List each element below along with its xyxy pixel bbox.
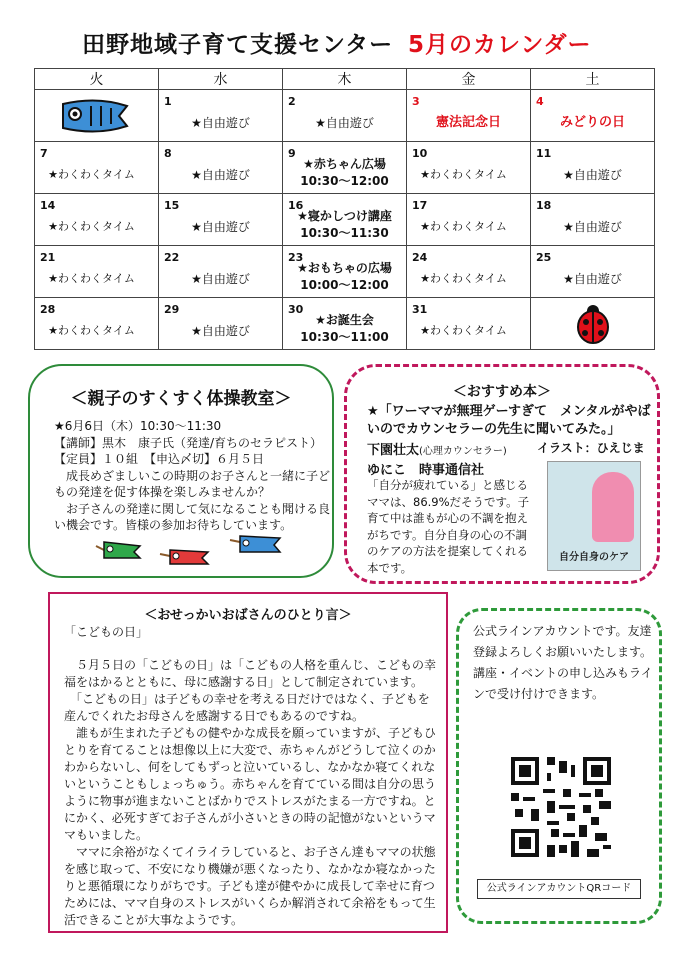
- header: [0, 26, 690, 60]
- day-number: 16: [288, 199, 304, 212]
- calendar-cell: [531, 298, 655, 350]
- day-event: ★自由遊び: [563, 220, 622, 234]
- day-number: 18: [536, 199, 552, 212]
- book-title: ★「ワーママが無理ゲーすぎて メンタルがやばいのでカウンセラーの先生に聞いてみた。」: [367, 404, 651, 437]
- event-time: 10:30～12:00: [300, 174, 389, 188]
- calendar-week: [35, 246, 655, 298]
- column-box: [48, 592, 448, 933]
- calendar-cell: [159, 90, 283, 142]
- calendar-cell: [159, 246, 283, 298]
- calendar-cell: [35, 298, 159, 350]
- line-account-text: 公式ラインアカウントです。友達登録よろしくお願いいたします。講座・イベントの申し込みもラインで受け付けできます。: [473, 624, 653, 701]
- event-time: 10:30～11:00: [300, 330, 389, 344]
- day-number: 11: [536, 147, 552, 160]
- day-number: 31: [412, 303, 428, 316]
- weekday-header: 水: [159, 69, 283, 90]
- day-event: ★わくわくタイム: [48, 324, 135, 337]
- exercise-body: 成長めざましいこの時期のお子さんと一緒に子どもの発達を促す体操を楽しみませんか？: [54, 468, 331, 499]
- calendar-week: [35, 298, 655, 350]
- calendar-cell: [283, 246, 407, 298]
- calendar-week: [35, 90, 655, 142]
- day-number: 10: [412, 147, 428, 160]
- day-number: 22: [164, 251, 180, 264]
- calendar-cell: [407, 194, 531, 246]
- koinobori-icon: [57, 96, 137, 136]
- day-number: 14: [40, 199, 56, 212]
- day-event: ★寝かしつけ講座: [297, 209, 392, 223]
- exercise-body: お子さんの発達に関して気になることも聞ける良い機会です。皆様の参加お待ちしています。: [54, 501, 331, 532]
- weekday-header: 土: [531, 69, 655, 90]
- column-paragraph: ５月５日の「こどもの日」は「こどもの人格を重んじ、こどもの幸福をはかるとともに、母に感謝する日」として制定されています。: [64, 658, 437, 689]
- koinobori-decoration-icon: [92, 532, 292, 568]
- book-publisher: ゆにこ 時事通信社: [367, 463, 485, 478]
- month-title: 5月のカレンダー: [408, 32, 592, 58]
- calendar-cell: [531, 194, 655, 246]
- calendar-cell: [35, 246, 159, 298]
- day-number: 17: [412, 199, 428, 212]
- calendar-cell: [283, 298, 407, 350]
- day-event: ★自由遊び: [191, 220, 250, 234]
- calendar-cell: [531, 142, 655, 194]
- calendar-week: [35, 194, 655, 246]
- exercise-title: ＜親子のすくすく体操教室＞: [70, 389, 292, 409]
- column-paragraph: 誰もが生まれた子どもの健やかな成長を願っていますが、子どもひとりを育てることは想像以上に大変で、赤ちゃんがどうして泣くのかわからないし、何をしてもずっと泣いているし、なかなか寝てくれないということもしょっちゅう。赤ちゃんを育てている間は自分の思うように物事が進まないことばかりでストレスがたまる一方ですね。とにかく、必死すぎてお子さんが小さいときの時の記憶がないというママもいました。: [64, 726, 437, 842]
- exercise-teacher: 【講師】黒木 康子氏（発達/育ちのセラピスト）: [54, 435, 323, 450]
- event-time: 10:00～12:00: [300, 278, 389, 292]
- weekday-header: 火: [35, 69, 159, 90]
- calendar-cell: [407, 246, 531, 298]
- qr-code-label: 公式ラインアカウントQRコード: [477, 879, 641, 899]
- day-event: ★わくわくタイム: [420, 168, 507, 181]
- ladybug-icon: [571, 302, 615, 346]
- day-number: 1: [164, 95, 172, 108]
- calendar-cell: [35, 90, 159, 142]
- day-event: ★自由遊び: [191, 116, 250, 130]
- author-role: (心理カウンセラー): [419, 446, 507, 457]
- day-event: ★わくわくタイム: [48, 220, 135, 233]
- recommended-book-box: [344, 364, 660, 584]
- cover-band-text: 自分自身のケア: [559, 552, 629, 563]
- day-event: ★赤ちゃん広場: [303, 157, 386, 171]
- day-number: 7: [40, 147, 48, 160]
- day-number: 29: [164, 303, 180, 316]
- day-event: ★おもちゃの広場: [297, 261, 392, 275]
- day-event: ★お誕生会: [315, 313, 374, 327]
- day-event: ★わくわくタイム: [420, 220, 507, 233]
- page-title: 田野地域子育て支援センター: [82, 32, 394, 58]
- calendar-cell: [35, 142, 159, 194]
- weekday-header: 金: [407, 69, 531, 90]
- holiday-label: 憲法記念日: [435, 115, 501, 130]
- calendar-cell: [531, 90, 655, 142]
- day-event: ★わくわくタイム: [48, 168, 135, 181]
- book-description: 「自分が疲れている」と感じるママは、86.9%だそうです。子育て中は誰もが心の不調を抱えがちです。自分自身の心の不調のケアの方法を提案してくれる本です。: [367, 478, 530, 575]
- day-event: ★わくわくタイム: [420, 324, 507, 337]
- day-number: 25: [536, 251, 552, 264]
- day-number: 4: [536, 95, 544, 108]
- exercise-date: ★6月6日（木）10:30～11:30: [54, 419, 222, 433]
- book-author: [367, 439, 507, 458]
- day-event: ★自由遊び: [315, 116, 374, 130]
- day-event: ★自由遊び: [563, 272, 622, 286]
- calendar-cell: [407, 298, 531, 350]
- holiday-label: みどりの日: [559, 115, 625, 130]
- calendar-cell: [283, 194, 407, 246]
- column-paragraph: 「こどもの日」は子どもの幸せを考える日だけではなく、子どもを産んでくれたお母さんを感謝する日でもあるのですね。: [64, 692, 430, 723]
- exercise-class-box: [28, 364, 334, 578]
- calendar-cell: [283, 142, 407, 194]
- day-number: 24: [412, 251, 428, 264]
- day-number: 15: [164, 199, 180, 212]
- calendar-cell: [35, 194, 159, 246]
- cover-illustration: [592, 472, 634, 542]
- calendar-cell: [407, 142, 531, 194]
- day-event: ★自由遊び: [191, 272, 250, 286]
- column-subtitle: 「こどもの日」: [64, 625, 149, 639]
- day-number: 2: [288, 95, 296, 108]
- line-account-box: [456, 608, 662, 924]
- calendar-cell: [407, 90, 531, 142]
- day-number: 8: [164, 147, 172, 160]
- day-number: 9: [288, 147, 296, 160]
- author-name: 下園壮太: [367, 443, 420, 458]
- calendar-cell: [159, 194, 283, 246]
- day-number: 21: [40, 251, 56, 264]
- event-time: 10:30～11:30: [300, 226, 389, 240]
- day-number: 23: [288, 251, 304, 264]
- day-number: 30: [288, 303, 304, 316]
- qr-code-icon[interactable]: [511, 757, 611, 857]
- column-paragraph: ママに余裕がなくてイライラしていると、お子さん達もママの状態を感じ取って、不安になり機嫌が悪くなったり、なかなか寝なかったりと悪循環になりがちです。子ども達が健やかに成長して幸せに育つためには、ママ自身のストレスがいくらか解消されて余裕をもって生活できることが大事なようです。: [64, 845, 436, 927]
- column-heading: ＜おせっかいおばさんのひとり言＞: [144, 608, 352, 623]
- calendar-cell: [159, 298, 283, 350]
- day-event: ★自由遊び: [191, 324, 250, 338]
- day-event: ★自由遊び: [191, 168, 250, 182]
- book-cover-image: [547, 461, 641, 571]
- day-number: 28: [40, 303, 56, 316]
- calendar-table: [34, 68, 655, 350]
- day-event: ★わくわくタイム: [48, 272, 135, 285]
- book-illustrator: イラスト：ひえじま: [537, 441, 645, 455]
- day-event: ★自由遊び: [563, 168, 622, 182]
- calendar-week: [35, 142, 655, 194]
- book-heading: ＜おすすめ本＞: [452, 384, 552, 400]
- calendar-cell: [283, 90, 407, 142]
- calendar-cell: [159, 142, 283, 194]
- day-event: ★わくわくタイム: [420, 272, 507, 285]
- exercise-capacity: 【定員】１０組 【申込〆切】６月５日: [54, 452, 265, 466]
- calendar-cell: [531, 246, 655, 298]
- weekday-header: 木: [283, 69, 407, 90]
- day-number: 3: [412, 95, 420, 108]
